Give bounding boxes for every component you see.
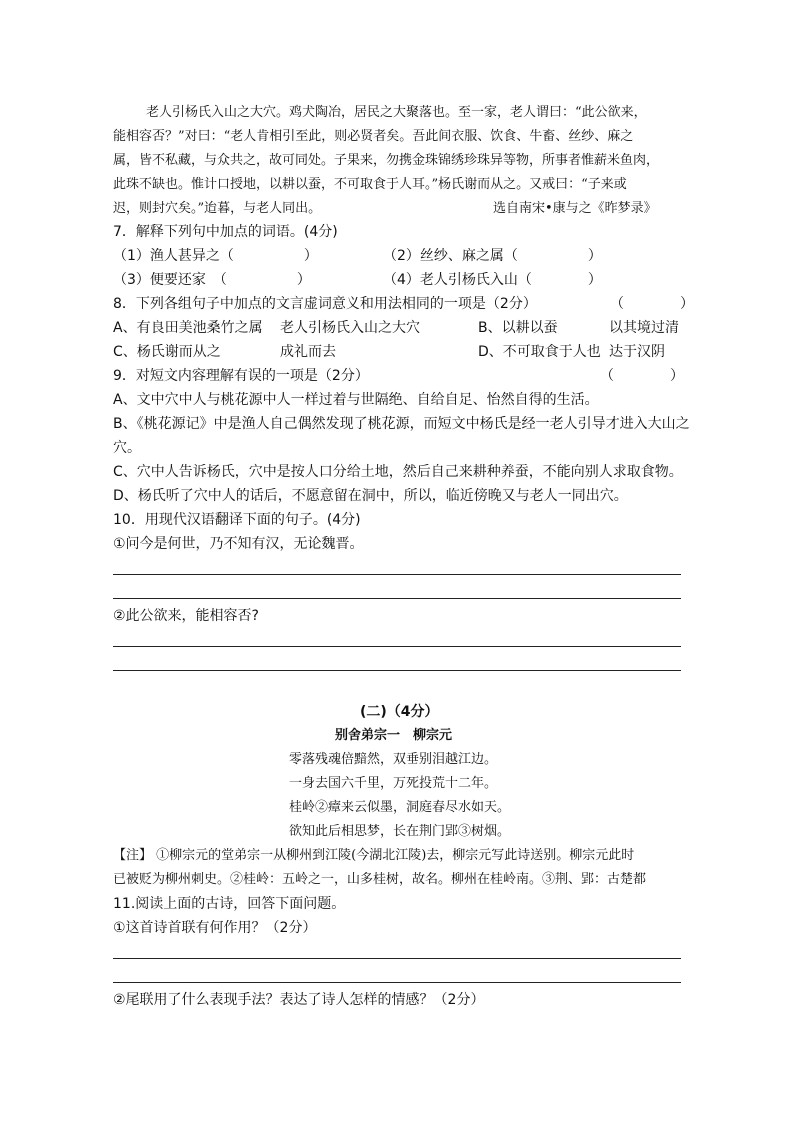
q11-title: 11.阅读上面的古诗，回答下面问题。 (113, 896, 346, 912)
q8-option-c2: 成礼而去 (280, 344, 336, 360)
part2-heading: (二)（4分） (360, 704, 439, 720)
q7-item-4: （4）老人引杨氏入山（ ） (383, 272, 602, 288)
q9-option-d: D、杨氏听了穴中人的话后，不愿意留在洞中，所以，临近傍晚又与老人一同出穴。 (113, 488, 628, 504)
q9-option-c: C、穴中人告诉杨氏，穴中是按人口分给土地，然后自己来耕种养蚕，不能向别人求取食物。 (113, 464, 683, 480)
answer-line (113, 574, 681, 575)
poem-note-line-1: 【注】 ①柳宗元的堂弟宗一从柳州到江陵(今湖北江陵)去，柳宗元写此诗送别。柳宗元此时 (113, 848, 635, 863)
q8-option-a1: A、有良田美池桑竹之属 (113, 320, 263, 336)
q11-sub-1: ①这首诗首联有何作用？（2分） (113, 920, 317, 936)
passage-line-2: 能相容否？”对曰：“老人肯相引至此，则必贤者矣。吾此间衣服、饮食、牛畜、丝纱、麻之 (113, 129, 634, 144)
q10-title: 10．用现代汉语翻译下面的句子。(4分) (113, 512, 361, 528)
poem-note-line-2: 已被贬为柳州刺史。②桂岭：五岭之一，山多桂树，故名。柳州在桂岭南。③荆、郢：古楚都 (113, 872, 647, 887)
answer-line (113, 670, 681, 671)
poem-line-1: 零落残魂倍黯然，双垂别泪越江边。 (289, 752, 498, 767)
answer-line (113, 598, 681, 599)
passage-line-1: 老人引杨氏入山之大穴。鸡犬陶冶，居民之大聚落也。至一家，老人谓曰：“此公欲来， (146, 105, 647, 120)
poem-line-2: 一身去国六千里，万死投荒十二年。 (289, 776, 498, 791)
q8-title: 8．下列各组句子中加点的文言虚词意义和用法相同的一项是（2分） (113, 296, 537, 312)
q9-title: 9．对短文内容理解有误的一项是（2分） (113, 368, 369, 384)
poem-line-3: 桂岭②瘴来云似墨，洞庭春尽水如天。 (289, 800, 511, 815)
q8-option-c1: C、杨氏谢而从之 (113, 344, 221, 360)
poem-line-4: 欲知此后相思梦，长在荆门郢③树烟。 (289, 824, 511, 839)
poem-title: 别舍弟宗一 柳宗元 (335, 728, 453, 743)
q10-sentence-2: ②此公欲来，能相容否? (113, 608, 259, 624)
answer-line (113, 982, 681, 983)
q7-item-1: （1）渔人甚异之（ ） (113, 248, 318, 264)
answer-line (113, 646, 681, 647)
q9-option-a: A、文中穴中人与桃花源中人一样过着与世隔绝、自给自足、怡然自得的生活。 (113, 392, 599, 408)
q11-sub-2: ②尾联用了什么表现手法？表达了诗人怎样的情感？（2分） (113, 992, 485, 1008)
q9-option-b-line2: 穴。 (113, 440, 141, 456)
q7-item-3: （3）便要还家 （ ） (113, 272, 311, 288)
q9-option-b-line1: B、《桃花源记》中是渔人自己偶然发现了桃花源，而短文中杨氏是经一老人引导才进入大山之 (113, 416, 690, 432)
q8-option-a2: 老人引杨氏入山之大穴 (280, 320, 420, 336)
q7-item-2: （2）丝纱、麻之属（ ） (383, 248, 602, 264)
passage-line-4: 此珠不缺也。惟计口授地，以耕以蚕，不可取食于人耳。”杨氏谢而从之。又戒曰：“子来或 (113, 177, 627, 192)
passage-line-5: 迟，则封穴矣。”迨暮，与老人同出。 (113, 201, 322, 216)
q7-title: 7．解释下列句中加点的词语。(4分) (113, 224, 338, 240)
q8-option-d1: D、不可取食于人也 (478, 344, 601, 360)
q8-option-d2: 达于汉阴 (609, 344, 665, 360)
q8-option-b2: 以其境过清 (609, 320, 679, 336)
answer-line (113, 958, 681, 959)
q10-sentence-1: ①问今是何世，乃不知有汉，无论魏晋。 (113, 536, 364, 552)
q8-option-b1: B、以耕以蚕 (478, 320, 558, 336)
passage-line-3: 属，皆不私藏，与众共之，故可同处。子果来，勿携金珠锦绣珍珠异等物，所事者惟薪米鱼肉， (113, 153, 660, 168)
q8-answer-blank: （ ） (610, 296, 694, 312)
passage-source: 选自南宋•康与之《昨梦录》 (493, 201, 657, 216)
q9-answer-blank: （ ） (600, 368, 684, 384)
